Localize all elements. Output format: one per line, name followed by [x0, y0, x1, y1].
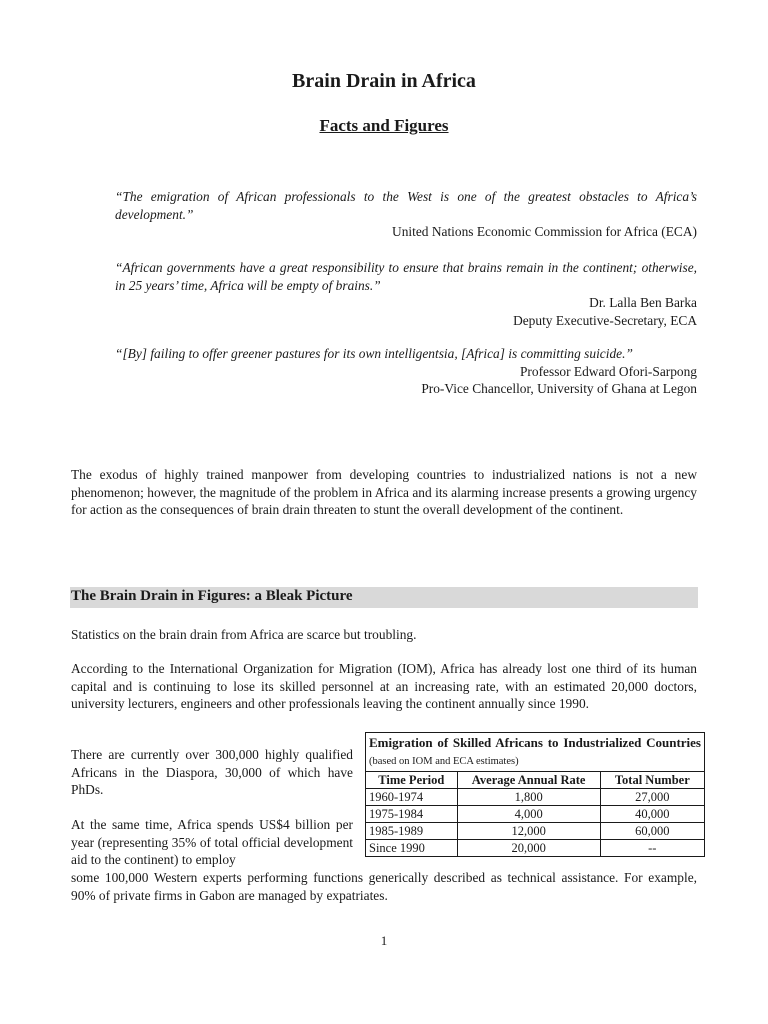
iom-paragraph: According to the International Organization for Migration (IOM), Africa has already lost one third of its human capital and is continuing to lose its skilled personnel at an increasing rate, with an estimated 20,000 doctors, university lecturers, engineers and other professionals leaving the continent annually since 1990. [71, 661, 697, 711]
column-header: Total Number [600, 772, 704, 789]
table-cell-period: 1975-1984 [366, 806, 458, 823]
experts-paragraph: some 100,000 Western experts performing functions generically described as technical assistance. For example, 90% of private firms in Gabon are managed by expatriates. [71, 870, 697, 903]
quote-barka [115, 259, 697, 329]
table-row [366, 806, 705, 823]
column-header: Average Annual Rate [457, 772, 600, 789]
quote-ofori-sarpong [115, 345, 697, 398]
page-number: 1 [380, 933, 388, 948]
quote-eca [115, 188, 697, 241]
quote-text: “[By] failing to offer greener pastures for its own intelligentsia, [Africa] is committing suicide.” [115, 346, 633, 361]
table-caption-title: Emigration of Skilled Africans to Industrialized Countries [369, 735, 701, 750]
quote-text: “The emigration of African professionals to the West is one of the greatest obstacles to Africa’s development.” [115, 189, 697, 222]
emigration-table-wrap [365, 732, 705, 857]
table-row [366, 823, 705, 840]
document-title: Brain Drain in Africa [292, 70, 476, 92]
table-cell-period: 1960-1974 [366, 789, 458, 806]
document-subtitle: Facts and Figures [319, 116, 449, 135]
table-cell-total: 40,000 [600, 806, 704, 823]
quote-attribution: Dr. Lalla Ben Barka [589, 295, 697, 310]
table-caption-note: (based on IOM and ECA estimates) [369, 756, 519, 767]
quote-attribution-role: Pro-Vice Chancellor, University of Ghana at Legon [421, 381, 697, 396]
table-row [366, 840, 705, 857]
quote-text: “African governments have a great responsibility to ensure that brains remain in the continent; otherwise, in 25 years’ time, Africa will be empty of brains.” [115, 260, 697, 293]
table-cell-rate: 12,000 [457, 823, 600, 840]
quote-attribution: Professor Edward Ofori-Sarpong [519, 363, 697, 379]
emigration-table [365, 732, 705, 857]
stats-paragraph: Statistics on the brain drain from Africa are scarce but troubling. [71, 627, 417, 642]
intro-paragraph: The exodus of highly trained manpower from developing countries to industrialized nations is not a new phenomenon; however, the magnitude of the problem in Africa and its alarming increase presents a growing urgency for action as the consequences of brain drain threaten to stunt the overall development of the continent. [71, 467, 697, 517]
section-heading: The Brain Drain in Figures: a Bleak Picture [71, 588, 353, 604]
table-cell-rate: 1,800 [457, 789, 600, 806]
table-cell-period: Since 1990 [366, 840, 458, 857]
section-heading-bar [70, 587, 698, 608]
table-cell-rate: 20,000 [457, 840, 600, 857]
quote-attribution: United Nations Economic Commission for Africa (ECA) [392, 224, 697, 239]
table-caption [366, 733, 705, 772]
table-cell-total: 27,000 [600, 789, 704, 806]
table-cell-total: 60,000 [600, 823, 704, 840]
table-row [366, 789, 705, 806]
table-caption-row [366, 733, 705, 772]
quote-attribution-role: Deputy Executive-Secretary, ECA [513, 312, 697, 328]
table-cell-rate: 4,000 [457, 806, 600, 823]
column-header: Time Period [366, 772, 458, 789]
diaspora-paragraph: There are currently over 300,000 highly qualified Africans in the Diaspora, 30,000 of which have PhDs. [71, 747, 353, 797]
spending-paragraph: At the same time, Africa spends US$4 billion per year (representing 35% of total official development aid to the continent) to employ [71, 817, 353, 867]
table-cell-total: -- [600, 840, 704, 857]
table-cell-period: 1985-1989 [366, 823, 458, 840]
table-header-row [366, 772, 705, 789]
